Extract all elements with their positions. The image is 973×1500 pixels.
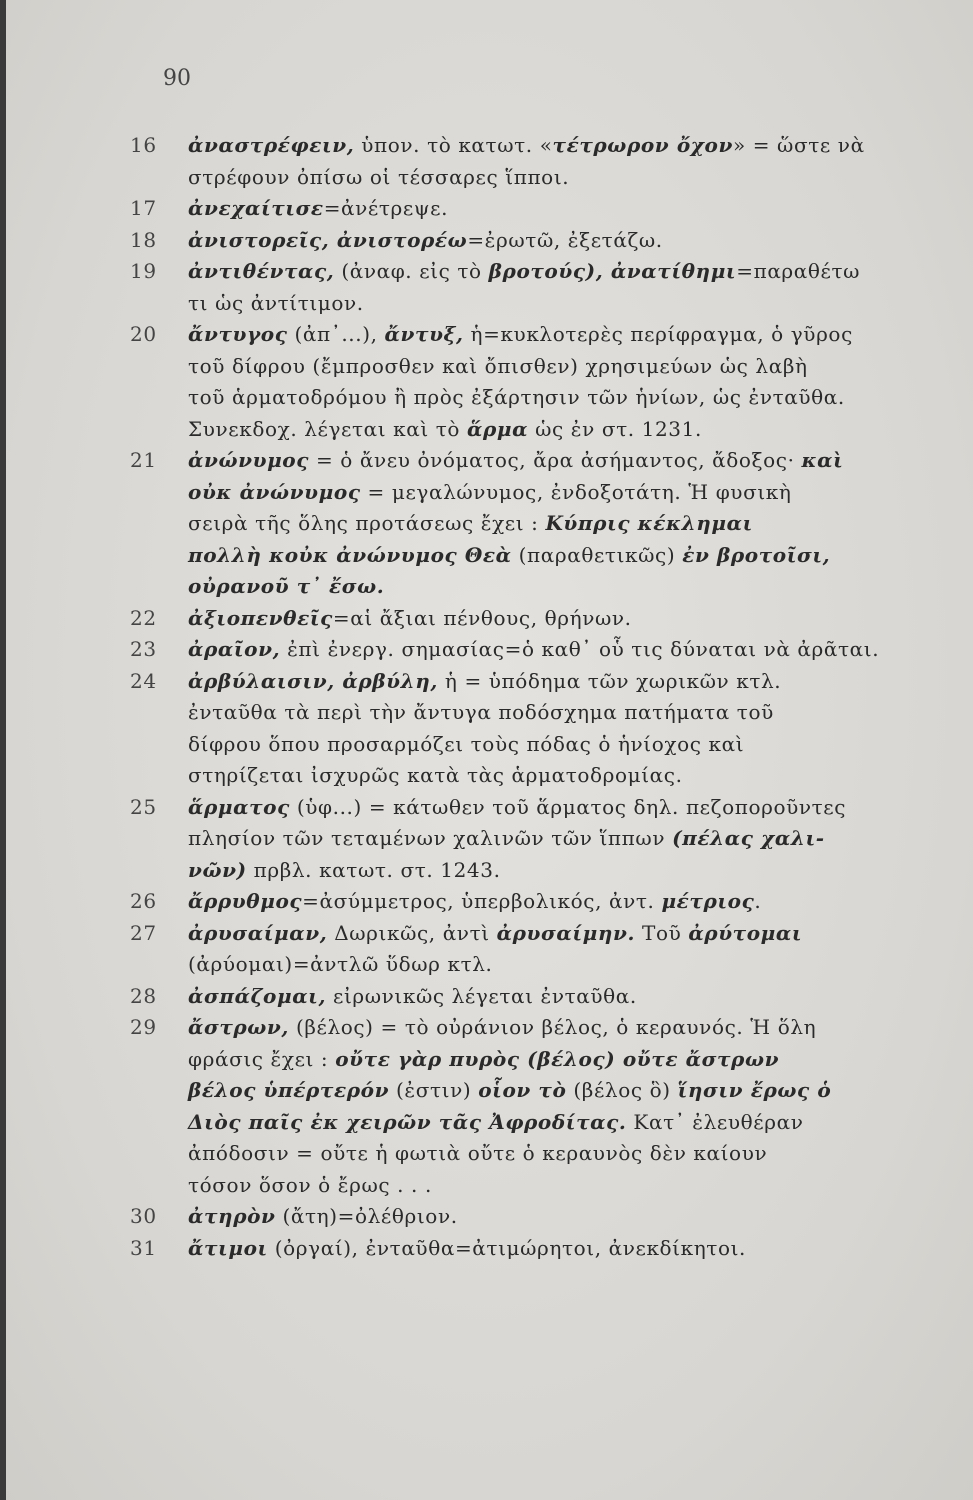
glossary-entry xyxy=(130,634,950,666)
entry-line: στηρίζεται ἰσχυρῶς κατὰ τὰς ἁρματοδρομίας. xyxy=(188,763,683,787)
entry-number: 31 xyxy=(130,1235,157,1260)
glossary-entry xyxy=(130,792,950,887)
lemma-term: οὐρανοῦ τ᾽ ἔσω. xyxy=(188,574,385,598)
entry-line: (ἀρύομαι)=ἀντλῶ ὕδωρ κτλ. xyxy=(188,952,493,976)
page-number: 90 xyxy=(163,66,191,91)
glossary-entry xyxy=(130,130,950,193)
entry-number: 17 xyxy=(130,196,157,220)
lemma-term: μέτριος xyxy=(661,889,755,913)
lemma-term: ἅρμα xyxy=(467,416,529,441)
entry-number: 18 xyxy=(130,227,157,252)
entry-line: ἀξιοπενθεῖς=αἱ ἄξιαι πένθους, θρήνων. xyxy=(188,605,632,630)
glossary-entry xyxy=(130,666,950,792)
lemma-term: ἀρυσαίμαν, xyxy=(188,920,328,945)
entry-line: τοῦ ἁρματοδρόμου ἢ πρὸς ἐξάρτησιν τῶν ἡνίων, ὡς ἐνταῦθα. xyxy=(188,385,845,409)
glossary-entry xyxy=(130,1012,950,1201)
lemma-term: ἄρρυθμος xyxy=(188,889,303,913)
lemma-term: ἄντυξ, xyxy=(384,322,464,346)
lemma-term: ἀτηρὸν xyxy=(188,1204,276,1228)
entry-line: φράσις ἔχει : οὔτε γὰρ πυρὸς (βέλος) οὔτε ἄστρων xyxy=(188,1046,780,1071)
lemma-term: (πέλας χαλι- xyxy=(672,826,825,850)
entry-line: ἄτιμοι (ὀργαί), ἐνταῦθα=ἀτιμώρητοι, ἀνεκδίκητοι. xyxy=(188,1235,747,1260)
entry-line: τοῦ δίφρου (ἔμπροσθεν καὶ ὄπισθεν) χρησιμεύων ὡς λαβὴ xyxy=(188,353,808,378)
glossary-entry xyxy=(130,981,950,1013)
entry-line: ἀνεχαίτισε=ἀνέτρεψε. xyxy=(188,196,449,220)
lemma-term: βροτούς), ἀνατίθημι xyxy=(488,259,737,283)
lemma-term: οὐκ ἀνώνυμος xyxy=(188,479,361,504)
entry-line: ἄστρων, (βέλος) = τὸ οὐράνιον βέλος, ὁ κεραυνός. Ἡ ὅλη xyxy=(188,1015,817,1039)
entry-text xyxy=(130,666,950,792)
entry-line: ἀσπάζομαι, εἰρωνικῶς λέγεται ἐνταῦθα. xyxy=(188,983,637,1008)
entry-line: ἀνώνυμος = ὁ ἄνευ ὀνόματος, ἄρα ἀσήμαντος, ἄδοξος· καὶ xyxy=(188,448,844,472)
lemma-term: Διὸς παῖς ἐκ χειρῶν τᾶς Ἀφροδίτας. xyxy=(188,1109,627,1134)
entry-text xyxy=(130,256,950,319)
page-spine-edge xyxy=(0,0,6,1500)
entry-number: 25 xyxy=(130,794,157,819)
entry-number: 21 xyxy=(130,448,157,472)
entry-line: τι ὡς ἀντίτιμον. xyxy=(188,290,364,315)
entry-line: τόσον ὅσον ὁ ἔρως . . . xyxy=(188,1172,432,1197)
lemma-term: βέλος ὑπέρτερόν xyxy=(188,1078,390,1102)
entry-line: ἄρρυθμος=ἀσύμμετρος, ὑπερβολικός, ἀντ. μέτριος. xyxy=(188,889,762,913)
lemma-term: ἀντιθέντας, xyxy=(188,259,335,283)
entry-line: βέλος ὑπέρτερόν (ἐστιν) οἷον τὸ (βέλος ὃ) ἵησιν ἔρως ὁ xyxy=(188,1078,832,1102)
lemma-term: τέτρωρον ὄχον xyxy=(552,133,733,157)
entry-text xyxy=(130,319,950,445)
lemma-term: Κύπρις κέκλημαι xyxy=(545,511,753,535)
glossary-entry xyxy=(130,193,950,225)
entry-line: ἀντιθέντας, (ἀναφ. εἰς τὸ βροτούς), ἀνατίθημι=παραθέτω xyxy=(188,259,861,283)
entry-line: ἀνιστορεῖς, ἀνιστορέω=ἐρωτῶ, ἐξετάζω. xyxy=(188,227,663,252)
entry-line: ἀτηρὸν (ἄτη)=ὀλέθριον. xyxy=(188,1204,458,1228)
entry-line: ἅρματος (ὑφ...) = κάτωθεν τοῦ ἅρματος δηλ. πεζοποροῦντες xyxy=(188,794,847,819)
lemma-term: καὶ xyxy=(801,448,844,472)
entry-text xyxy=(130,1012,950,1201)
lemma-term: ἀνώνυμος xyxy=(188,448,310,472)
glossary-entry xyxy=(130,603,950,635)
glossary-entry xyxy=(130,1233,950,1265)
lemma-term: οἷον τὸ xyxy=(478,1078,567,1102)
lemma-term: ἀσπάζομαι, xyxy=(188,983,327,1008)
lemma-term: ἀρβύλαισιν, ἀρβύλη, xyxy=(188,668,438,693)
entry-number: 22 xyxy=(130,605,157,630)
entry-number: 23 xyxy=(130,637,157,661)
entry-number: 16 xyxy=(130,133,157,157)
entry-text xyxy=(130,603,950,635)
lemma-term: ἐν βροτοῖσι, xyxy=(682,542,831,567)
lemma-term: ἄντυγος xyxy=(188,322,288,346)
entry-line: δίφρου ὅπου προσαρμόζει τοὺς πόδας ὁ ἡνίοχος καὶ xyxy=(188,731,745,756)
lemma-term: ἀραῖον, xyxy=(188,637,281,661)
lemma-term: ἀνεχαίτισε xyxy=(188,196,324,220)
entry-number: 20 xyxy=(130,322,157,346)
entry-line: ἀναστρέφειν, ὑπον. τὸ κατωτ. «τέτρωρον ὄχον» = ὥστε νὰ xyxy=(188,133,865,157)
entry-number: 19 xyxy=(130,259,157,283)
entry-line: ἀραῖον, ἐπὶ ἐνεργ. σημασίας=ὁ καθ᾽ οὗ τις δύναται νὰ ἀρᾶται. xyxy=(188,637,880,661)
lemma-term: πολλὴ κοὐκ ἀνώνυμος Θεὰ xyxy=(188,542,512,567)
lemma-term: ἅρματος xyxy=(188,794,290,819)
glossary-entry xyxy=(130,256,950,319)
entry-line xyxy=(188,571,950,603)
entry-line: ἐνταῦθα τὰ περὶ τὴν ἄντυγα ποδόσχημα πατήματα τοῦ xyxy=(188,700,774,724)
lemma-term: ἀναστρέφειν, xyxy=(188,133,355,157)
entry-text xyxy=(130,1201,950,1233)
entry-text xyxy=(130,918,950,981)
lemma-term: νῶν) xyxy=(188,857,247,882)
entry-text xyxy=(130,792,950,887)
glossary-entry xyxy=(130,1201,950,1233)
entry-number: 30 xyxy=(130,1204,157,1228)
entry-line: Διὸς παῖς ἐκ χειρῶν τᾶς Ἀφροδίτας. Κατ᾽ ἐλευθέραν xyxy=(188,1109,804,1134)
lemma-term: ἀνιστορεῖς, ἀνιστορέω xyxy=(188,227,468,252)
glossary-entry xyxy=(130,225,950,257)
entry-line: ἀπόδοσιν = οὔτε ἡ φωτιὰ οὔτε ὁ κεραυνὸς δὲν καίουν xyxy=(188,1141,768,1165)
lemma-term: ἀρύτομαι xyxy=(688,920,803,945)
lemma-term: ἵησιν ἔρως ὁ xyxy=(677,1078,832,1102)
lemma-term: ἄτιμοι xyxy=(188,1235,268,1260)
entry-text xyxy=(130,1233,950,1265)
entry-line: στρέφουν ὀπίσω οἱ τέσσαρες ἵπποι. xyxy=(188,164,570,189)
entry-number: 24 xyxy=(130,668,157,693)
entry-line: ἀρβύλαισιν, ἀρβύλη, ἡ = ὑπόδημα τῶν χωρικῶν κτλ. xyxy=(188,668,782,693)
lemma-term: οὔτε γὰρ πυρὸς (βέλος) οὔτε ἄστρων xyxy=(335,1046,780,1071)
entry-line: Συνεκδοχ. λέγεται καὶ τὸ ἅρμα ὡς ἐν στ. 1231. xyxy=(188,416,702,441)
entry-number: 26 xyxy=(130,889,157,913)
glossary-entry xyxy=(130,445,950,603)
entry-line: οὐκ ἀνώνυμος = μεγαλώνυμος, ἐνδοξοτάτη. Ἡ φυσικὴ xyxy=(188,479,792,504)
entry-line: σειρὰ τῆς ὅλης προτάσεως ἔχει : Κύπρις κέκλημαι xyxy=(188,511,753,535)
entry-number: 29 xyxy=(130,1015,157,1039)
entry-number: 27 xyxy=(130,920,157,945)
glossary-entry xyxy=(130,319,950,445)
entry-text xyxy=(130,445,950,603)
entry-text xyxy=(130,130,950,193)
glossary-entries xyxy=(130,130,950,1264)
entry-text xyxy=(130,634,950,666)
lemma-term: ἀξιοπενθεῖς xyxy=(188,605,333,630)
entry-line: πλησίον τῶν τεταμένων χαλινῶν τῶν ἵππων (πέλας χαλι- xyxy=(188,826,825,850)
entry-line: ἄντυγος (ἀπ᾽...), ἄντυξ, ἡ=κυκλοτερὲς περίφραγμα, ὁ γῦρος xyxy=(188,322,853,346)
entry-text xyxy=(130,981,950,1013)
entry-text xyxy=(130,225,950,257)
entry-text xyxy=(130,193,950,225)
glossary-entry xyxy=(130,886,950,918)
lemma-term: ἄστρων, xyxy=(188,1015,289,1039)
entry-number: 28 xyxy=(130,983,157,1008)
entry-text xyxy=(130,886,950,918)
entry-line: πολλὴ κοὐκ ἀνώνυμος Θεὰ (παραθετικῶς) ἐν βροτοῖσι, xyxy=(188,542,831,567)
entry-line: ἀρυσαίμαν, Δωρικῶς, ἀντὶ ἀρυσαίμην. Τοῦ ἀρύτομαι xyxy=(188,920,803,945)
lemma-term: ἀρυσαίμην. xyxy=(496,920,636,945)
glossary-entry xyxy=(130,918,950,981)
entry-line: νῶν) πρβλ. κατωτ. στ. 1243. xyxy=(188,857,501,882)
